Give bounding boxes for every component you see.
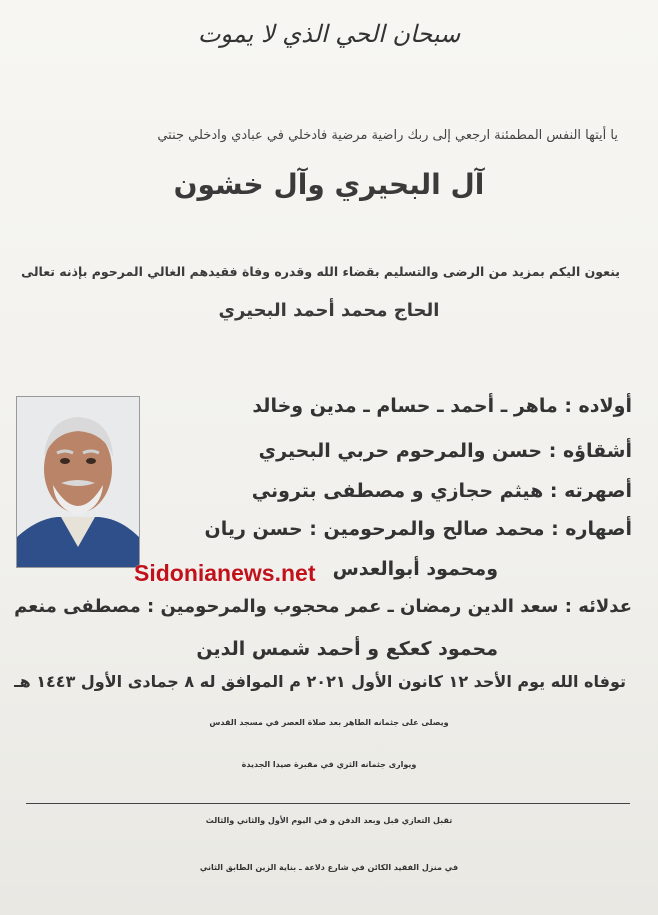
section-divider [26,803,630,804]
site-watermark: Sidonianews.net [134,560,316,586]
deceased-photo [16,396,140,568]
relatives-in-laws-cont: ومحمود أبوالعدس [332,558,498,580]
quran-verse: يا أيتها النفس المطمئنة ارجعي إلى ربك راضية مرضية فادخلي في عبادي وادخلي جنتي [157,128,618,143]
deceased-name: الحاج محمد أحمد البحيري [218,300,440,321]
relatives-brothers-in-law-cont: محمود كعكع و أحمد شمس الدين [196,638,498,660]
calligraphy-heading: سبحان الحي الذي لا يموت [197,20,461,48]
condolences-line-2: في منزل الفقيد الكائن في شارع دلاعة ـ بناية الزين الطابق الثاني [199,863,459,872]
relatives-brothers-in-law: عدلائه : سعد الدين رمضان ـ عمر محجوب والمرحومين : مصطفى منعم [14,596,632,617]
families-title: آل البحيري وآل خشون [173,168,485,201]
death-notice: توفاه الله يوم الأحد ١٢ كانون الأول ٢٠٢١ م الموافق له ٨ جمادى الأول ١٤٤٣ هـ [14,672,626,691]
relatives-sons: أولاده : ماهر ـ أحمد ـ حسام ـ مدين وخالد [252,395,632,417]
relatives-in-laws: أصهاره : محمد صالح والمرحومين : حسن ريان [204,518,632,540]
funeral-prayer: ويصلى على جثمانه الطاهر بعد صلاة العصر في مسجد القدس [209,718,449,727]
relatives-sons-in-law: أصهرته : هيثم حجازي و مصطفى بتروني [251,480,632,502]
burial-notice: ويوارى جثمانه الثري في مقبرة صيدا الجديدة [241,760,417,769]
relatives-brothers: أشقاؤه : حسن والمرحوم حربي البحيري [258,440,632,462]
condolences-line-1: تقبل التعازي قبل وبعد الدفن و في اليوم الأول والثاني والثالث [205,816,453,825]
announcement-line: ينعون اليكم بمزيد من الرضى والتسليم بقضاء الله وقدره وفاة فقيدهم الغالي المرحوم بإذنه تعالى [21,264,620,279]
